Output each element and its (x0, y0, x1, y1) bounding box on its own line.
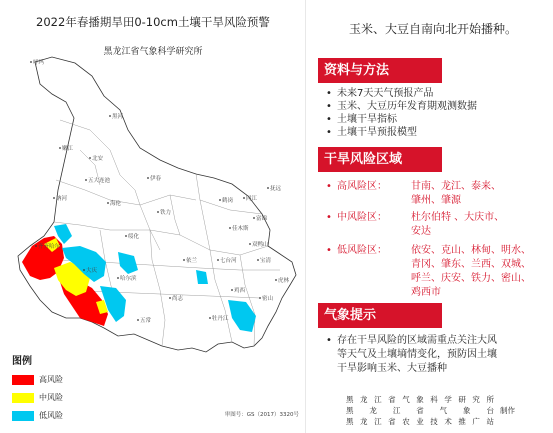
place-label: 虎林 (278, 278, 290, 284)
legend-label-low: 低风险 (39, 411, 63, 420)
place-label: 宝清 (260, 258, 272, 264)
place-label: 七台河 (220, 258, 237, 264)
city-marker (107, 202, 109, 204)
place-label: 双鸭山 (252, 242, 269, 248)
place-label: 鸡西 (234, 288, 246, 294)
place-label: 密山 (262, 296, 274, 302)
city-marker (169, 297, 171, 299)
place-label: 铁力 (160, 210, 172, 216)
producer-row (346, 416, 515, 427)
producer-row (346, 405, 515, 416)
legend-item-high (12, 374, 63, 385)
city-marker (53, 197, 55, 199)
map-title: 2022年春播期旱田0-10cm土壤干旱风险预警 (36, 15, 270, 29)
city-marker (35, 245, 37, 247)
city-marker (157, 211, 159, 213)
producer-role: 制作 (500, 406, 515, 415)
data-item: • 玉米、大豆历年发育期观测数据 (326, 101, 477, 112)
city-marker (85, 179, 87, 181)
map-subtitle: 黑龙江省气象科学研究所 (103, 47, 203, 57)
city-marker (209, 317, 211, 319)
place-label: 佳木斯 (232, 226, 249, 232)
legend-label-high: 高风险 (39, 375, 63, 384)
place-label: 依兰 (186, 258, 198, 264)
place-label: 富锦 (256, 216, 268, 222)
place-label: 呼玛 (33, 60, 45, 66)
city-marker (229, 227, 231, 229)
place-label: 海伦 (110, 201, 122, 207)
low-risk-list: • 低风险区： 依安、克山、林甸、明水、 青冈、肇东、兰西、双城、 呼兰、庆安、铁力、密山、 鸡西市 (326, 245, 531, 298)
producers-block (346, 394, 515, 427)
legend-title: 图例 (12, 356, 32, 367)
place-label: 牡丹江 (212, 316, 229, 322)
info-panel (318, 0, 548, 433)
city-marker (89, 157, 91, 159)
place-label: 哈尔滨 (120, 276, 137, 282)
legend-item-mid (12, 392, 63, 403)
legend-label-mid: 中风险 (39, 393, 63, 402)
tips-text: • 存在干旱风险的区域需重点关注大风 等天气及土壤墒情变化，预防因土壤 干旱影响玉米、大豆播种 (326, 335, 497, 374)
producer-name: 黑 龙 江 省 气 象 台 (346, 406, 494, 415)
city-marker (217, 259, 219, 261)
place-label: 齐齐哈尔 (38, 244, 61, 250)
place-label: 尚志 (172, 296, 184, 302)
section-header-data: 资料与方法 (318, 58, 442, 83)
intro-text: 玉米、大豆自南向北开始播种。 (348, 22, 517, 36)
mid-risk-swatch (12, 393, 34, 403)
city-marker (257, 259, 259, 261)
city-marker (259, 297, 261, 299)
high-risk-list: • 高风险区： 甘南、龙江、泰来、 肇州、肇源 (326, 181, 501, 206)
city-marker (59, 147, 61, 149)
city-marker (147, 177, 149, 179)
city-marker (243, 197, 245, 199)
city-marker (253, 217, 255, 219)
place-label: 五大连池 (88, 178, 111, 184)
map-approval-code: 审图号：GS（2017）3320号 (224, 412, 299, 418)
place-label: 伊春 (150, 176, 162, 182)
data-item: • 土壤干旱预报模型 (326, 127, 417, 138)
city-marker (137, 319, 139, 321)
section-header-tips: 气象提示 (318, 303, 442, 328)
mid-risk-list: • 中风险区： 杜尔伯特 、大庆市、 安达 (326, 212, 505, 237)
city-marker (30, 61, 32, 63)
producer-name: 黑 龙 江 省 农 业 技 术 推 广 站 (346, 417, 494, 426)
low-risk-swatch (12, 411, 34, 421)
place-label: 绥化 (128, 234, 140, 240)
section-header-risk: 干旱风险区域 (318, 147, 442, 172)
place-label: 五常 (140, 318, 152, 324)
data-item: • 土壤干旱指标 (326, 114, 397, 125)
city-marker (125, 235, 127, 237)
place-label: 嫩江 (62, 146, 74, 152)
data-item: • 未来7天天气预报产品 (326, 88, 434, 99)
producer-row (346, 394, 515, 405)
place-label: 讷河 (56, 196, 68, 202)
city-marker (109, 115, 111, 117)
city-marker (267, 187, 269, 189)
place-label: 北安 (92, 156, 104, 162)
producer-name: 黑 龙 江 省 气 象 科 学 研 究 所 (346, 395, 494, 404)
city-marker (231, 289, 233, 291)
place-label: 同江 (246, 196, 258, 202)
legend-item-low (12, 410, 63, 421)
province-outline (18, 57, 296, 352)
city-marker (249, 243, 251, 245)
city-marker (275, 279, 277, 281)
city-marker (219, 199, 221, 201)
place-label: 鹤岗 (222, 198, 234, 204)
city-marker (117, 277, 119, 279)
place-label: 大庆 (86, 268, 98, 274)
city-marker (183, 259, 185, 261)
high-risk-swatch (12, 375, 34, 385)
city-marker (83, 269, 85, 271)
place-label: 抚远 (270, 186, 282, 192)
place-label: 黑河 (112, 114, 124, 120)
